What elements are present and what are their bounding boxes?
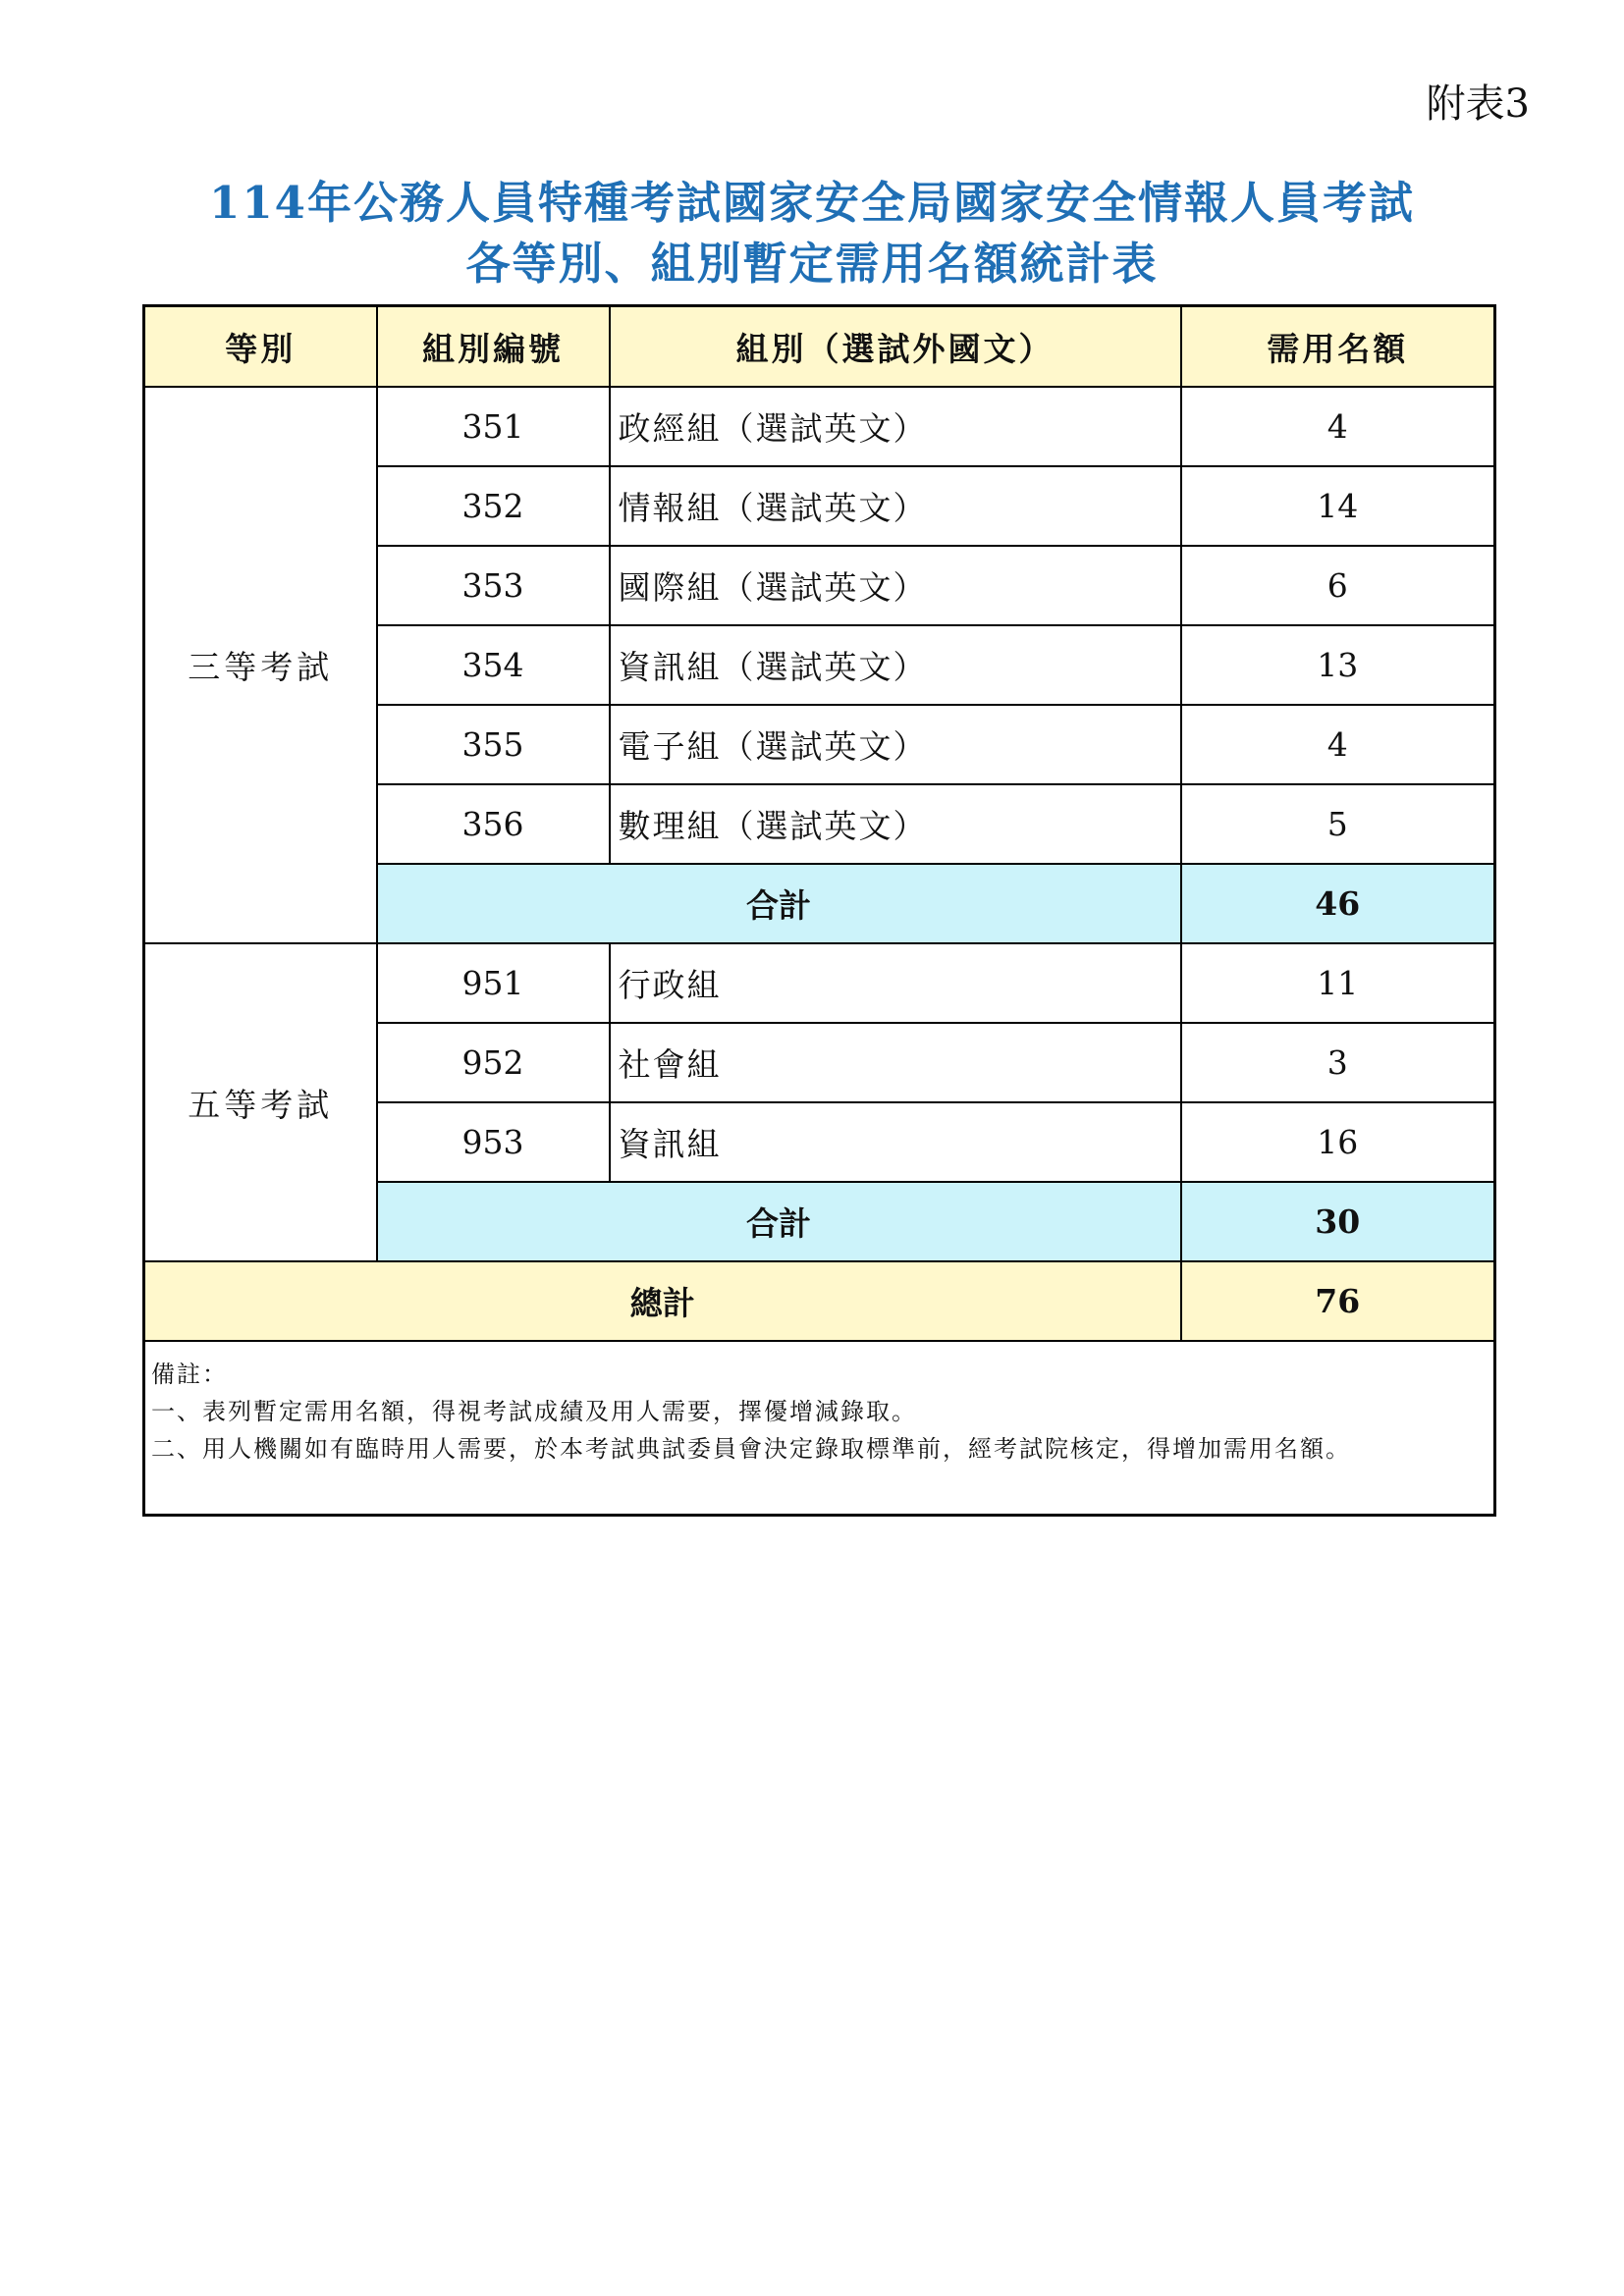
grand-total-value: 76: [1181, 1261, 1495, 1341]
note-item: 一、表列暫定需用名額，得視考試成績及用人需要，擇優增減錄取。: [151, 1398, 917, 1425]
header-group: 組別（選試外國文）: [610, 306, 1181, 388]
code-cell: 352: [377, 466, 610, 546]
code-cell: 354: [377, 625, 610, 705]
table-row: [144, 387, 1495, 466]
group-cell: 資訊組（選試英文）: [610, 625, 1181, 705]
quota-cell: 11: [1181, 943, 1495, 1023]
group-cell: 社會組: [610, 1023, 1181, 1102]
header-code: 組別編號: [377, 306, 610, 388]
group-cell: 行政組: [610, 943, 1181, 1023]
note-item: 二、用人機關如有臨時用人需要，於本考試典試委員會決定錄取標準前，經考試院核定，得增加需用名額。: [151, 1435, 1351, 1463]
group-cell: 情報組（選試英文）: [610, 466, 1181, 546]
page-title: 114年公務人員特種考試國家安全局國家安全情報人員考試: [209, 177, 1415, 229]
annex-label: 附表3: [1426, 81, 1530, 127]
grand-total-row: [144, 1261, 1495, 1341]
page-subtitle: 各等別、組別暫定需用名額統計表: [465, 238, 1159, 290]
quota-cell: 4: [1181, 387, 1495, 466]
code-cell: 355: [377, 705, 610, 784]
quota-cell: 5: [1181, 784, 1495, 864]
notes-heading: 備註：: [151, 1361, 228, 1388]
quota-cell: 3: [1181, 1023, 1495, 1102]
table-header-row: [144, 306, 1495, 388]
code-cell: 952: [377, 1023, 610, 1102]
quota-cell: 16: [1181, 1102, 1495, 1182]
code-cell: 351: [377, 387, 610, 466]
header-quota: 需用名額: [1181, 306, 1495, 388]
group-cell: 國際組（選試英文）: [610, 546, 1181, 625]
subtotal-label: 合計: [377, 1182, 1181, 1261]
code-cell: 353: [377, 546, 610, 625]
subtotal-value: 30: [1181, 1182, 1495, 1261]
group-cell: 資訊組: [610, 1102, 1181, 1182]
subtotal-value: 46: [1181, 864, 1495, 943]
group-cell: 政經組（選試英文）: [610, 387, 1181, 466]
quota-table: [142, 304, 1496, 1517]
code-cell: 951: [377, 943, 610, 1023]
header-level: 等別: [144, 306, 377, 388]
group-cell: 電子組（選試英文）: [610, 705, 1181, 784]
code-cell: 953: [377, 1102, 610, 1182]
group-cell: 數理組（選試英文）: [610, 784, 1181, 864]
quota-cell: 13: [1181, 625, 1495, 705]
quota-cell: 6: [1181, 546, 1495, 625]
subtotal-label: 合計: [377, 864, 1181, 943]
notes-cell: [144, 1341, 1495, 1516]
notes-row: [144, 1341, 1495, 1516]
grand-total-label: 總計: [144, 1261, 1181, 1341]
level-cell: 五等考試: [144, 943, 377, 1261]
quota-cell: 14: [1181, 466, 1495, 546]
code-cell: 356: [377, 784, 610, 864]
quota-cell: 4: [1181, 705, 1495, 784]
table-row: [144, 943, 1495, 1023]
level-cell: 三等考試: [144, 387, 377, 943]
